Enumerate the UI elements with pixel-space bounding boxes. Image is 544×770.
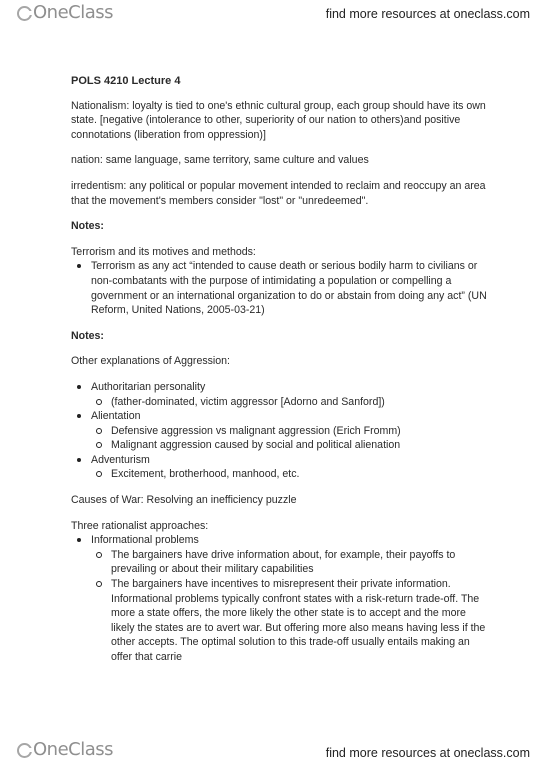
approaches-list xyxy=(71,533,491,664)
list-item-label: Authoritarian personality xyxy=(91,380,206,393)
approaches-heading: Three rationalist approaches: xyxy=(71,519,209,532)
oneclass-logo-mark xyxy=(17,6,32,21)
sub-list xyxy=(91,424,491,453)
list-item-label: Alientation xyxy=(91,410,141,423)
sub-list-item: The bargainers have drive information about, for example, their payoffs to prevailing or about their military capabilities xyxy=(91,548,491,577)
sub-list-item: The bargainers have incentives to misrepresent their private information. Informational problems typically confront states with a risk-return trade-off. The more a state offers, the more likely the other state is to accept and the more likely the states are to avert war. But offering more also means having less if the other accepts. The optimal solution to this trade-off usually entails making an offer that carrie xyxy=(91,577,491,665)
irredentism-paragraph: irredentism: any political or popular movement intended to reclaim and reoccupy an area that the movement's members consider "lost" or "unredeemed". xyxy=(71,179,486,207)
list-item xyxy=(71,380,491,409)
oneclass-logo-text: OneClass xyxy=(33,2,114,23)
document-body xyxy=(71,74,491,665)
sub-list-item: Defensive aggression vs malignant aggression (Erich Fromm) xyxy=(91,424,491,439)
nation-paragraph: nation: same language, same territory, same culture and values xyxy=(71,154,369,167)
sub-list xyxy=(91,395,491,410)
sub-list xyxy=(91,548,491,665)
list-item: Terrorism as any act “intended to cause death or serious bodily harm to civilians or non-combatants with the purpose of intimidating a population or compelling a government or an international organization to do or abstain from doing any act” (UN Reform, United Nations, 2005-03-21) xyxy=(71,259,491,317)
oneclass-logo[interactable] xyxy=(17,4,113,22)
nationalism-paragraph: Nationalism: loyalty is tied to one's ethnic cultural group, each group should have its own state. [negative (intolerance to other, superiority of our nation to others)and positive connotations (liberation from oppression)] xyxy=(71,99,486,141)
find-resources-link[interactable]: find more resources at oneclass.com xyxy=(325,7,530,21)
notes-heading: Notes: xyxy=(71,220,104,233)
causes-heading: Causes of War: Resolving an inefficiency puzzle xyxy=(71,494,297,507)
terrorism-heading: Terrorism and its motives and methods: xyxy=(71,245,256,258)
list-item xyxy=(71,409,491,453)
find-resources-link[interactable]: find more resources at oneclass.com xyxy=(325,746,530,760)
aggression-list xyxy=(71,380,491,482)
sub-list-item: Malignant aggression caused by social and political alienation xyxy=(91,438,491,453)
sub-list-item: Excitement, brotherhood, manhood, etc. xyxy=(91,467,491,482)
list-item xyxy=(71,533,491,664)
sub-list-item: (father-dominated, victim aggressor [Adorno and Sanford]) xyxy=(91,395,491,410)
oneclass-logo[interactable] xyxy=(17,741,113,759)
terrorism-list xyxy=(71,259,491,317)
oneclass-logo-mark xyxy=(17,743,32,758)
list-item-label: Informational problems xyxy=(91,534,199,547)
sub-list xyxy=(91,467,491,482)
list-item xyxy=(71,453,491,482)
page-title: POLS 4210 Lecture 4 xyxy=(71,75,181,87)
notes-heading: Notes: xyxy=(71,329,104,342)
oneclass-logo-text: OneClass xyxy=(33,739,114,760)
aggression-heading: Other explanations of Aggression: xyxy=(71,355,231,368)
list-item-label: Adventurism xyxy=(91,453,150,466)
